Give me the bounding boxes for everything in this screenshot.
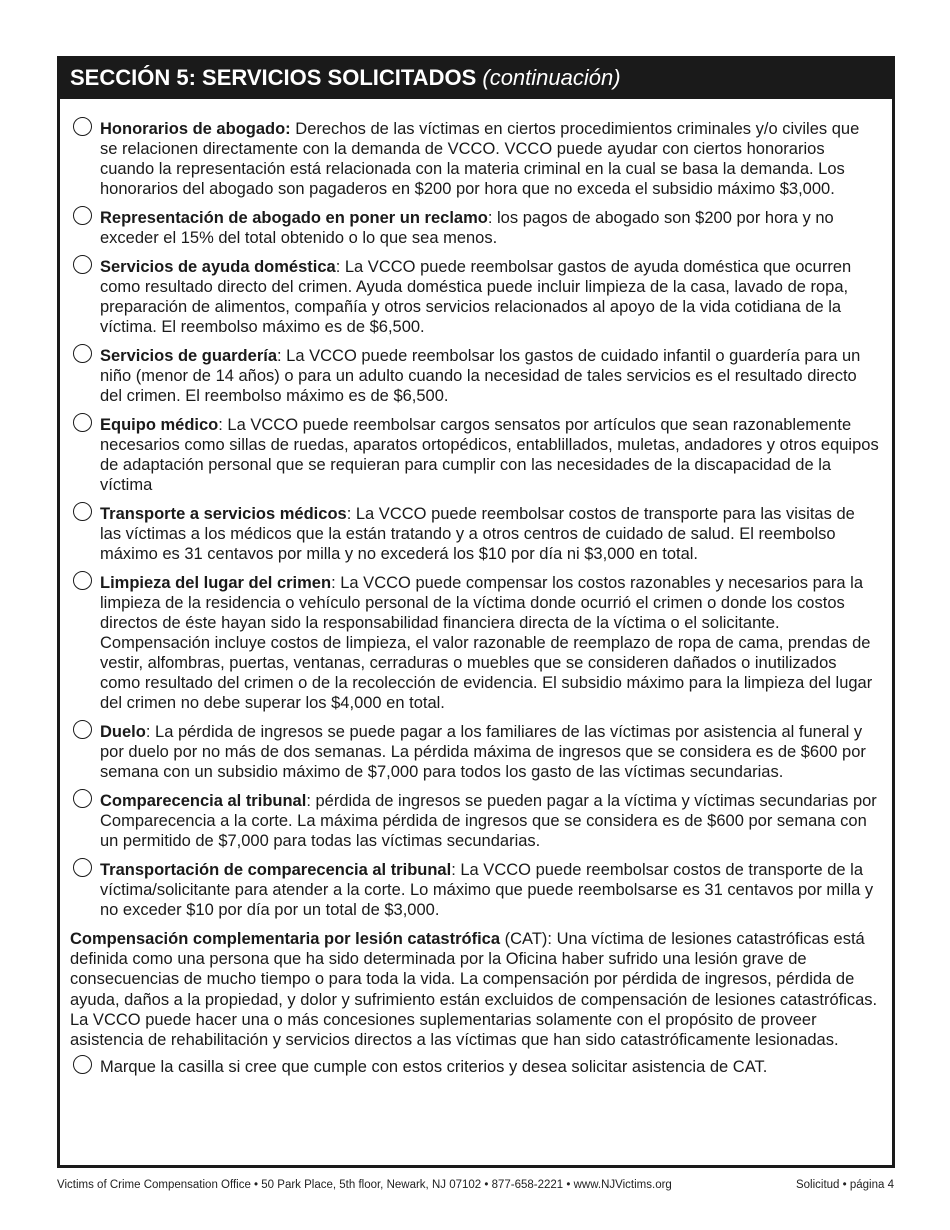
service-title: Transporte a servicios médicos <box>100 505 347 523</box>
service-radio-representacion[interactable] <box>73 206 92 225</box>
service-item-duelo <box>70 722 880 782</box>
cat-paragraph <box>70 929 880 1050</box>
section-frame <box>57 56 895 1168</box>
service-text: : La VCCO puede reembolsar cargos sensatos por artículos que sean razonablemente necesarios como sillas de ruedas, aparatos ortopédicos, entablillados, muletas, andadores y otros equipos de adaptación personal que se requieran para cumplir con las necesidades de la discapacidad de la víctima <box>100 416 879 494</box>
service-text: : pérdida de ingresos se pueden pagar a la víctima y víctimas secundarias por Comparecencia a la corte. La máxima pérdida de ingresos que se considera es de $600 por semana con un permitido de $7,000 para todas las víctimas secundarias. <box>100 792 877 850</box>
service-item-honorarios <box>70 119 880 199</box>
footer-contact: Victims of Crime Compensation Office • 50 Park Place, 5th floor, Newark, NJ 07102 • 877-658-2221 • www.NJVictims.org <box>57 1179 672 1191</box>
service-title: Duelo <box>100 723 146 741</box>
footer-page-number: Solicitud • página 4 <box>795 1179 894 1191</box>
section-title: SECCIÓN 5: SERVICIOS SOLICITADOS <box>70 65 477 90</box>
service-radio-transportacion-tribunal[interactable] <box>73 858 92 877</box>
service-text: : La pérdida de ingresos se puede pagar a los familiares de las víctimas por asistencia al funeral y por duelo por no más de dos semanas. La pérdida máxima de ingresos que se considera es de $600 por semana con un subsidio máximo de $7,000 para todos los gasto de las víctimas secundarias. <box>100 723 866 781</box>
service-radio-equipo-medico[interactable] <box>73 413 92 432</box>
service-item-limpieza <box>70 573 880 713</box>
service-text: : La VCCO puede reembolsar costos de transporte de la víctima/solicitante para atender a la corte. Lo máximo que puede reembolsarse es 31 centavos por milla y no exceder $10 por día por un total de $3,000. <box>100 861 874 919</box>
cat-radio[interactable] <box>73 1055 92 1074</box>
service-item-representacion <box>70 208 880 248</box>
service-radio-limpieza[interactable] <box>73 571 92 590</box>
service-text: : La VCCO puede reembolsar los gastos de cuidado infantil o guardería para un niño (menor de 14 años) o para un adulto cuando la necesidad de tales servicios es el resultado directo del crimen. El reembolso máximo es de $6,500. <box>100 347 861 405</box>
service-radio-ayuda-domestica[interactable] <box>73 255 92 274</box>
section-header <box>60 59 892 99</box>
service-text: : La VCCO puede reembolsar costos de transporte para las visitas de las víctimas a los médicos que la están tratando y a otros centros de cuidado de salud. El reembolso máximo es 31 centavos por milla y no excederá los $10 por día ni $3,000 en total. <box>100 505 855 563</box>
service-title: Servicios de ayuda doméstica <box>100 258 336 276</box>
service-item-transportacion-tribunal <box>70 860 880 920</box>
service-radio-duelo[interactable] <box>73 720 92 739</box>
service-title: Servicios de guardería <box>100 347 277 365</box>
service-item-equipo-medico <box>70 415 880 495</box>
service-title: Comparecencia al tribunal <box>100 792 307 810</box>
service-radio-honorarios[interactable] <box>73 117 92 136</box>
cat-checkbox-label: Marque la casilla si cree que cumple con estos criterios y desea solicitar asistencia de CAT. <box>100 1058 768 1077</box>
service-title: Representación de abogado en poner un reclamo <box>100 209 488 227</box>
service-text: : los pagos de abogado son $200 por hora y no exceder el 15% del total obtenido o lo que sea menos. <box>100 209 834 247</box>
services-list <box>70 119 880 1086</box>
cat-checkbox-item <box>70 1057 880 1077</box>
service-title: Limpieza del lugar del crimen <box>100 574 332 592</box>
service-title: Honorarios de abogado: <box>100 120 291 138</box>
service-radio-transporte-medico[interactable] <box>73 502 92 521</box>
service-item-guarderia <box>70 346 880 406</box>
service-radio-comparecencia[interactable] <box>73 789 92 808</box>
cat-title: Compensación complementaria por lesión catastrófica <box>70 930 501 948</box>
service-item-comparecencia <box>70 791 880 851</box>
section-continuation: (continuación) <box>482 65 621 90</box>
service-text: Derechos de las víctimas en ciertos procedimientos criminales y/o civiles que se relacionen directamente con la demanda de VCCO. VCCO puede ayudar con ciertos honorarios cuando la representación está relacionada con la materia criminal en la cual se basa la demanda. Los honorarios del abogado son pagaderos en $200 por hora que no exceda el subsidio máximo $3,000. <box>100 120 860 198</box>
service-radio-guarderia[interactable] <box>73 344 92 363</box>
service-item-transporte-medico <box>70 504 880 564</box>
service-item-ayuda-domestica <box>70 257 880 337</box>
service-title: Transportación de comparecencia al tribunal <box>100 861 452 879</box>
cat-text: (CAT): Una víctima de lesiones catastróficas está definida como una persona que ha sido determinada por la Oficina haber sufrido una lesión grave de consecuencias de mucho tiempo o para toda la vida. La compensación por pérdida de ingresos, pérdida de ayuda, daños a la propiedad, y dolor y sufrimiento están excluidos de compensación de lesiones catastróficas. La VCCO puede hacer una o más concesiones suplementarias solamente con el propósito de proveer asistencia de rehabilitación y servicios directos a las víctimas que han sido catastróficamente lesionadas. <box>70 930 878 1050</box>
service-title: Equipo médico <box>100 416 219 434</box>
service-text: : La VCCO puede compensar los costos razonables y necesarios para la limpieza de la residencia o vehículo personal de la víctima donde ocurrió el crimen o donde los costos directos de éste hayan sido la responsabilidad financiera directa de la víctima o el solicitante. Compensación incluye costos de limpieza, el valor razonable de reemplazo de ropa de cama, prendas de vestir, alfombras, puertas, ventanas, cerraduras o muebles que se consideren dañados o inutilizados como resultado del crimen o de la recolección de evidencia. El subsidio máximo para la limpieza del lugar del crimen no debe superar los $4,000 en total. <box>100 574 873 712</box>
service-text: : La VCCO puede reembolsar gastos de ayuda doméstica que ocurren como resultado directo del crimen. Ayuda doméstica puede incluir limpieza de la casa, lavado de ropa, preparación de alimentos, compañía y otros servicios relacionados al apoyo de la vida cotidiana de la víctima. El reembolso máximo es de $6,500. <box>100 258 852 336</box>
